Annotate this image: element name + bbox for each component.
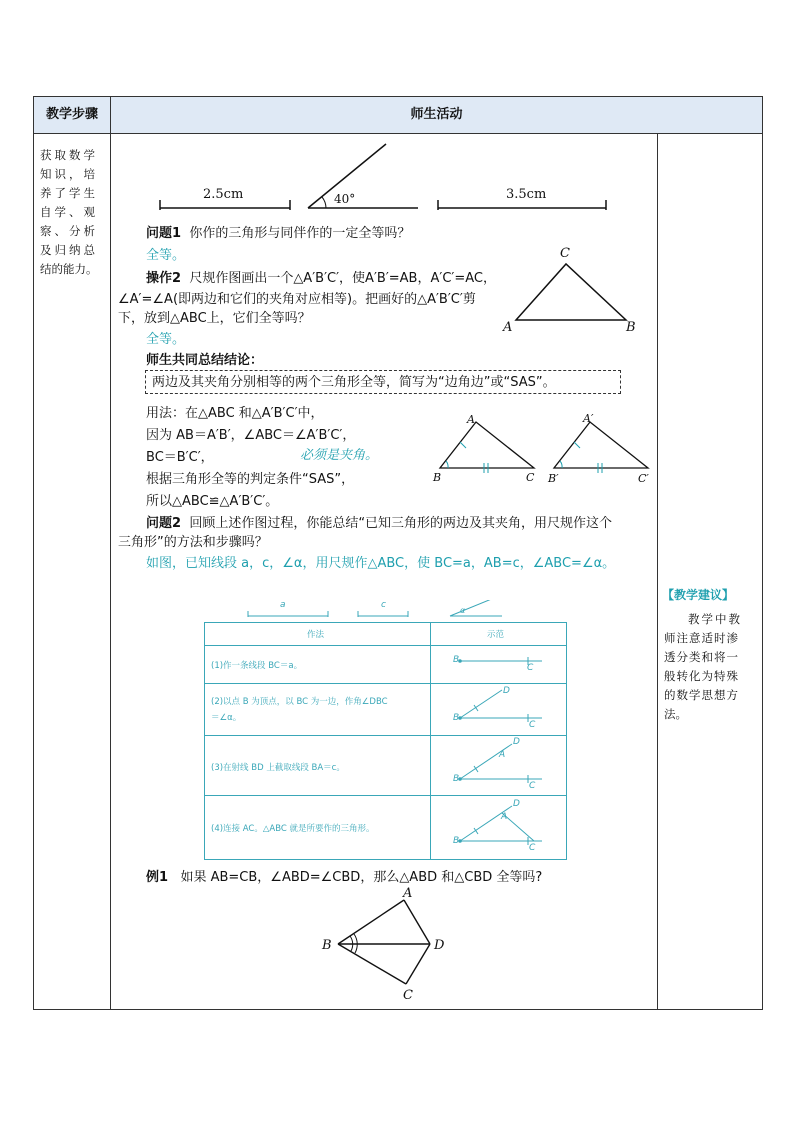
suggestion-text: 教学中教 师注意适时渗 透分类和将一 般转化为特殊 的数学思想方 法。 — [664, 612, 742, 721]
example1-label: 例1 — [146, 870, 169, 885]
demo1-b: B — [453, 655, 460, 665]
angle-40 — [308, 144, 418, 208]
kite-label-d: D — [434, 938, 445, 953]
pair-label-b: B — [433, 471, 442, 484]
usage-line4: 根据三角形全等的判定条件“SAS”， — [146, 472, 355, 487]
demo4-d: D — [513, 799, 520, 809]
op2-line3: 下，放到△ABC上，它们全等吗？ — [118, 311, 311, 326]
angle-label: 40° — [334, 192, 356, 206]
q1-text: 你作的三角形与同伴作的一定全等吗？ — [189, 226, 411, 241]
q2-line1: 问题2 回顾上述作图过程，你能总结“已知三角形的两边及其夹角，用尺规作这个 — [146, 516, 613, 531]
demo3-d: D — [513, 737, 520, 747]
usage-line2: 因为 AB＝A′B′，∠ABC＝∠A′B′C′， — [146, 428, 356, 443]
q1-line — [146, 222, 410, 241]
demo2-d: D — [503, 686, 510, 696]
step-4: (4)连接 AC。△ABC 就是所要作的三角形。 — [211, 824, 375, 834]
q1-label: 问题1 — [146, 226, 182, 241]
summary-box: 两边及其夹角分别相等的两个三角形全等，简写为“边角边”或“SAS”。 — [145, 370, 621, 394]
suggestion-title: 【教学建议】 — [662, 588, 735, 602]
step-2: (2)以点 B 为顶点，以 BC 为一边，作角∠DBC — [211, 697, 388, 707]
usage-line5: 所以△ABC≌△A′B′C′。 — [146, 494, 279, 509]
header-activity: 师生活动 — [410, 107, 463, 122]
table-head-method: 作法 — [307, 630, 325, 640]
pair-label-c2: C′ — [638, 472, 649, 485]
tri-label-a: A — [503, 320, 513, 335]
kite-label-a: A — [403, 886, 413, 901]
col-divider-2 — [657, 134, 658, 1009]
step-2-cont: ＝∠α。 — [211, 713, 242, 723]
kite-label-b: B — [322, 938, 332, 953]
usage-line3: BC＝B′C′， — [146, 450, 214, 465]
triangle-pair — [430, 410, 660, 480]
step-3: (3)在射线 BD 上截取线段 BA＝c。 — [211, 763, 345, 773]
usage-line1: 用法：在△ABC 和△A′B′C′中， — [146, 406, 324, 421]
q2-answer: 如图，已知线段 a，c，∠α，用尺规作△ABC，使 BC=a，AB=c，∠ABC=∠α。 — [146, 556, 616, 571]
step-1: (1)作一条线段 BC＝a。 — [211, 661, 303, 671]
demo2-c: C — [529, 720, 536, 730]
q2-label: 问题2 — [146, 516, 182, 531]
pair-label-a: A — [467, 413, 475, 426]
op2-line1: 操作2 尺规作图画出一个△A′B′C′，使A′B′=AB，A′C′=AC， — [146, 271, 496, 286]
tri-label-b: B — [626, 320, 636, 335]
seg2-label: 3.5cm — [506, 187, 547, 202]
demo3-a: A — [499, 750, 506, 760]
col-divider-1 — [110, 97, 111, 1009]
demo2-b: B — [453, 713, 460, 723]
table-col-divider — [430, 623, 431, 859]
tri-label-c: C — [560, 246, 570, 261]
q2-line2: 三角形”的方法和步骤吗？ — [118, 535, 268, 550]
example1-text: 如果 AB=CB，∠ABD=∠CBD，那么△ABD 和△CBD 全等吗? — [180, 870, 543, 885]
usage-handwritten: 必须是夹角。 — [300, 448, 379, 463]
demo4-b: B — [453, 836, 460, 846]
given-a: a — [280, 600, 286, 610]
left-col-text: 获取数学 知识，培 养了学生 自学、观 察、分析 及归纳总 结的能力。 — [40, 148, 98, 276]
seg1-label: 2.5cm — [203, 187, 244, 202]
triangle-abc — [500, 250, 640, 340]
demo3-c: C — [529, 781, 536, 791]
q1-answer: 全等。 — [146, 248, 186, 263]
pair-label-c: C — [526, 471, 535, 484]
pair-label-b2: B′ — [548, 472, 559, 485]
op2-answer: 全等。 — [146, 332, 186, 347]
given-figures — [150, 140, 620, 215]
demo1-c: C — [527, 663, 534, 673]
given-alpha: α — [460, 606, 466, 615]
demo3-b: B — [453, 774, 460, 784]
table-head-demo: 示范 — [487, 630, 505, 640]
summary-label: 师生共同总结结论： — [146, 353, 264, 368]
demo4-c: C — [529, 843, 536, 853]
op2-line2: ∠A′=∠A(即两边和它们的夹角对应相等)。把画好的△A′B′C′剪 — [118, 292, 476, 307]
header-step: 教学步骤 — [45, 107, 98, 122]
table-header — [34, 97, 762, 134]
demo4-a: A — [501, 812, 508, 822]
given-c: c — [381, 600, 386, 610]
kite-label-c: C — [403, 988, 413, 1003]
kite-figure — [320, 880, 440, 990]
op2-label: 操作2 — [146, 271, 182, 286]
pair-label-a2: A′ — [583, 412, 594, 425]
